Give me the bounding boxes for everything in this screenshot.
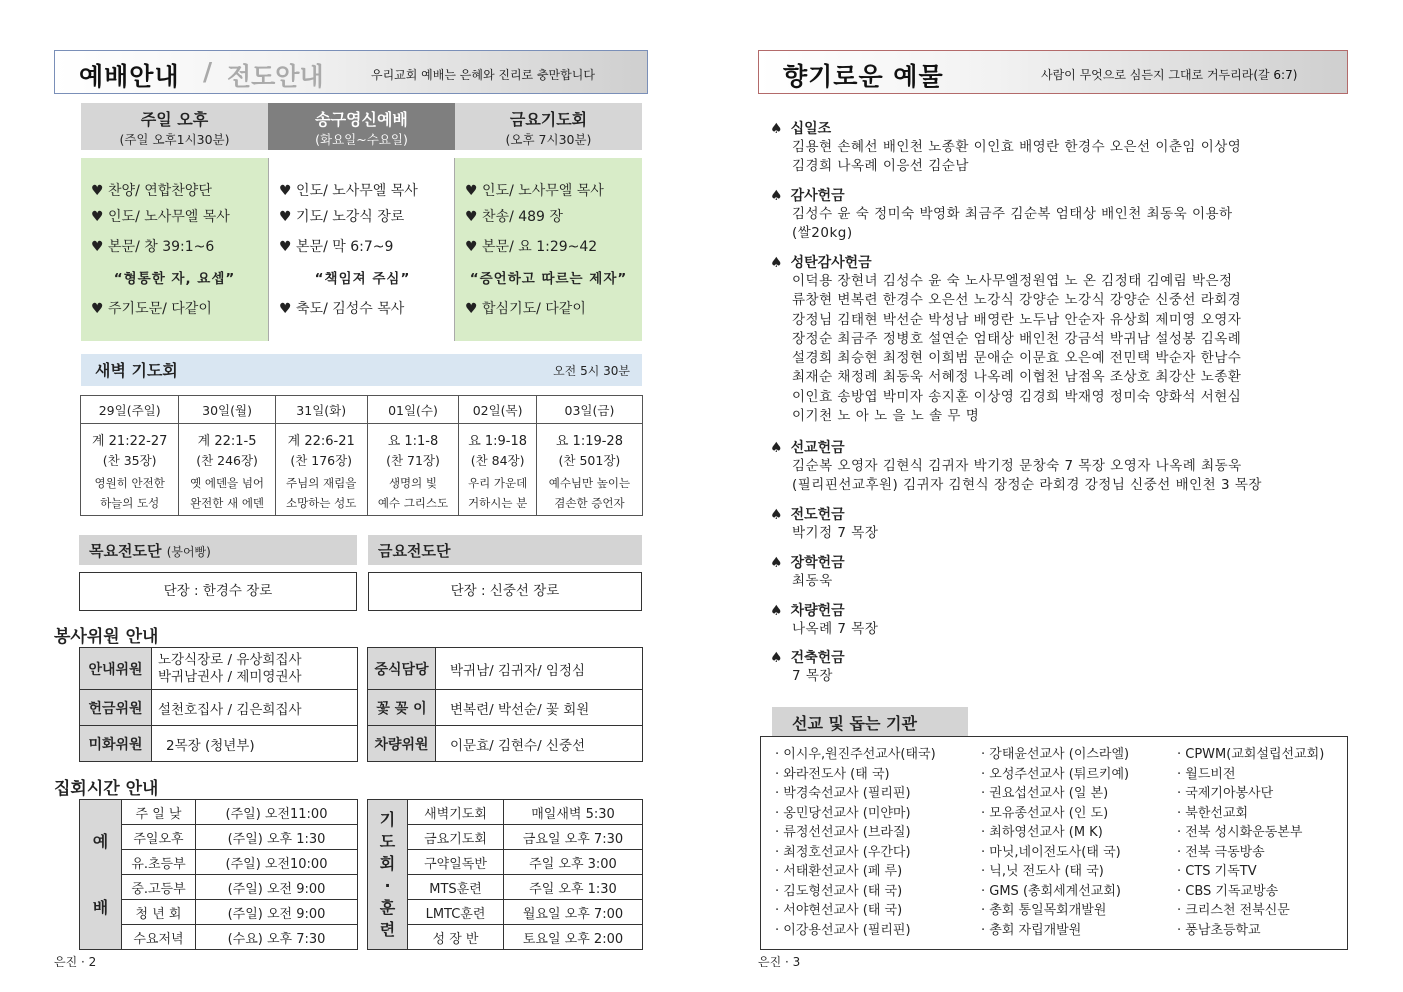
spade-icon: ♠ xyxy=(770,255,783,271)
dawn-message: 옛 에덴을 넘어 완전한 새 에덴 xyxy=(179,471,275,515)
worship-item: ♥ 본문/ 창 39:1~6 xyxy=(91,239,215,255)
worship-item: ♥ 주기도문/ 다같이 xyxy=(91,301,212,317)
mission-item: · 와라전도사 (태 국) xyxy=(775,766,890,782)
mission-item: · 최하영선교사 (M K) xyxy=(981,825,1103,840)
mission-item: · 전북 극동방송 xyxy=(1177,844,1265,860)
meeting-name: MTS훈련 xyxy=(408,875,504,900)
service-label: 중식담당 xyxy=(368,648,436,690)
friday-leader-box xyxy=(368,572,642,611)
service-value: 노강식장로 / 유상희집사 박귀남권사 / 제미영권사 xyxy=(152,648,358,690)
header-slash: / xyxy=(203,57,213,86)
fri-leader: 단장 : 신중선 장로 xyxy=(450,583,560,599)
mission-item: · 총회 자립개발원 xyxy=(981,922,1082,938)
mission-item: · 서야현선교사 (태 국) xyxy=(775,903,903,918)
offering-line: 최동욱 xyxy=(792,573,833,589)
meeting-name: 성 장 반 xyxy=(408,925,504,950)
meeting-time: 주일 오후 1:30 xyxy=(504,875,643,900)
meeting-time: 금요일 오후 7:30 xyxy=(504,825,643,850)
mission-item: · 이시우,원진주선교사(태국) xyxy=(775,747,936,762)
spade-icon: ♠ xyxy=(770,121,783,137)
service-value: 변복련/ 박선순/ 꽃 회원 xyxy=(436,690,643,726)
mission-item: · 박경숙선교사 (필리핀) xyxy=(775,786,911,801)
meetings-table-worship xyxy=(79,799,358,950)
worship-item: ♥ 인도/ 노사무엘 목사 xyxy=(91,209,230,225)
thursday-evangelism-header xyxy=(79,535,357,565)
missions-col-1 xyxy=(775,745,936,940)
mission-item: · 북한선교회 xyxy=(1177,805,1249,821)
worship-item: ♥ 합심기도/ 다같이 xyxy=(465,301,586,317)
offering-line: 류창현 변복련 한경수 오은선 노강식 강양순 노강식 강양순 신중선 라회경 xyxy=(792,292,1242,309)
mission-item: · 마닛,네이전도사(태 국) xyxy=(981,844,1121,860)
dawn-scripture: 계 21:22-27 xyxy=(81,424,179,450)
offering-evangelism xyxy=(770,504,878,543)
mission-item: · GMS (총회세계선교회) xyxy=(981,883,1121,899)
offering-scholarship xyxy=(770,552,845,591)
worship-item: ♥ 인도/ 노사무엘 목사 xyxy=(279,183,418,199)
dawn-day: 02일(목) xyxy=(459,396,536,424)
meeting-time: (주일) 오전 9:00 xyxy=(196,875,358,900)
dawn-scripture: 요 1:9-18 xyxy=(459,424,536,450)
offering-line: 김용현 손혜선 배인천 노종환 이인효 배영란 한경수 오은선 이춘임 이상영 xyxy=(792,139,1242,155)
mission-item: · 강태윤선교사 (이스라엘) xyxy=(981,747,1130,762)
mission-item: · 옹민당선교사 (미얀마) xyxy=(775,805,911,821)
dawn-hymn: (찬 35장) xyxy=(81,449,179,471)
worship-item: ♥ 기도/ 노강식 장로 xyxy=(279,209,405,225)
meeting-time: (수요) 오후 7:30 xyxy=(196,925,358,950)
meeting-name: 주 일 낮 xyxy=(122,800,196,825)
offering-title: 선교헌금 xyxy=(790,440,845,456)
right-page-number: 은진 · 3 xyxy=(758,955,801,969)
mission-item: · 이강용선교사 (필리핀) xyxy=(775,922,911,938)
mission-item: · CTS 기독TV xyxy=(1177,864,1257,879)
spade-icon: ♠ xyxy=(770,440,783,456)
mission-item: · 닉,닛 전도사 (태 국) xyxy=(981,864,1104,879)
dawn-hymn: (찬 84장) xyxy=(459,449,536,471)
meeting-name: 새벽기도회 xyxy=(408,800,504,825)
dawn-prayer-bar xyxy=(81,354,642,386)
meeting-name: 금요기도회 xyxy=(408,825,504,850)
offering-line: 이인효 송방엽 박미자 송지훈 이상영 김경희 박재영 정미숙 양화석 서현심 xyxy=(792,388,1242,405)
dawn-day: 31일(화) xyxy=(275,396,367,424)
offering-title: 성탄감사헌금 xyxy=(790,255,872,271)
spade-icon: ♠ xyxy=(770,188,783,204)
dawn-hymn: (찬 176장) xyxy=(275,449,367,471)
dawn-scripture: 요 1:1-8 xyxy=(367,424,459,450)
offering-line: 7 목장 xyxy=(792,668,833,684)
header-subtitle: 사람이 무엇으로 심든지 그대로 거두리라(갈 6:7) xyxy=(1041,68,1298,82)
dawn-hymn: (찬 501장) xyxy=(536,449,642,471)
sermon-title: “형통한 자, 요셉” xyxy=(113,271,236,287)
meeting-name: 수요저녁 xyxy=(122,925,196,950)
dawn-prayer-table xyxy=(80,395,643,516)
mission-item: · 전북 성시화운동본부 xyxy=(1177,825,1303,840)
mission-item: · 김도형선교사 (태 국) xyxy=(775,883,903,899)
service-label: 미화위원 xyxy=(80,726,152,762)
spade-icon: ♠ xyxy=(770,603,783,619)
offering-title: 감사헌금 xyxy=(790,188,845,204)
meeting-name: 중.고등부 xyxy=(122,875,196,900)
dawn-hymn: (찬 246장) xyxy=(179,449,275,471)
mission-item: · 풍남초등학교 xyxy=(1177,922,1261,938)
mission-item: · 국제기아봉사단 xyxy=(1177,786,1274,801)
spade-icon: ♠ xyxy=(770,555,783,571)
dawn-scripture: 계 22:1-5 xyxy=(179,424,275,450)
offering-thanks xyxy=(770,185,1233,244)
mission-item: · 류정선선교사 (브라질) xyxy=(775,825,911,840)
service-value: 이문효/ 김현수/ 신중선 xyxy=(436,726,643,762)
thu-title: 목요전도단 (붕어빵) xyxy=(89,542,211,560)
worship-time: (오후 7시30분) xyxy=(505,132,592,147)
header-subtitle: 우리교회 예배는 은혜와 진리로 충만합니다 xyxy=(371,68,595,82)
dawn-message: 영원히 안전한 하늘의 도성 xyxy=(81,471,179,515)
meeting-time: (주일) 오전11:00 xyxy=(196,800,358,825)
worship-body-sunday xyxy=(81,158,268,341)
header-title: 향기로운 예물 xyxy=(783,62,944,91)
dawn-scripture: 계 22:6-21 xyxy=(275,424,367,450)
offering-vehicle xyxy=(770,600,878,639)
offering-title: 십일조 xyxy=(790,121,832,137)
sermon-title: “책임져 주심” xyxy=(314,271,411,287)
offering-line: 김경희 나옥례 이응선 김순남 xyxy=(792,158,969,175)
meeting-name: 주일오후 xyxy=(122,825,196,850)
worship-name: 금요기도회 xyxy=(509,110,588,129)
left-page-number: 은진 · 2 xyxy=(54,955,97,969)
service-label: 헌금위원 xyxy=(80,690,152,726)
offering-line: 김성수 윤 숙 정미숙 박영화 최금주 김순복 엄태상 배인천 최동욱 이용하 xyxy=(792,206,1233,222)
meeting-time: 매일새벽 5:30 xyxy=(504,800,643,825)
worship-name: 주일 오후 xyxy=(140,110,209,129)
mission-item: · 월드비전 xyxy=(1177,766,1236,782)
worship-item: ♥ 축도/ 김성수 목사 xyxy=(279,301,405,317)
worship-col-newyear xyxy=(268,103,455,150)
offering-title: 장학헌금 xyxy=(790,555,845,571)
meeting-name: 청 년 회 xyxy=(122,900,196,925)
missions-header xyxy=(772,707,968,736)
service-label: 꽃 꽂 이 xyxy=(368,690,436,726)
meeting-time: 토요일 오후 2:00 xyxy=(504,925,643,950)
service-value: 설천호집사 / 김은희집사 xyxy=(152,690,358,726)
meetings-title: 집회시간 안내 xyxy=(54,779,159,799)
worship-item: ♥ 찬양/ 연합찬양단 xyxy=(91,183,212,199)
worship-col-sunday xyxy=(81,103,268,150)
spade-icon: ♠ xyxy=(770,507,783,523)
dawn-time: 오전 5시 30분 xyxy=(553,364,630,378)
dawn-day: 30일(월) xyxy=(179,396,275,424)
service-table-right xyxy=(367,647,643,762)
dawn-message: 생명의 빛 예수 그리스도 xyxy=(367,471,459,515)
offering-line: 설경희 최승현 최정현 이희범 문애순 이문효 오은예 전민택 박순자 한남수 xyxy=(792,350,1242,367)
header-title: 예배안내 xyxy=(79,62,180,91)
offering-title: 건축헌금 xyxy=(790,650,845,666)
friday-evangelism-header xyxy=(368,535,642,565)
dawn-day: 01일(수) xyxy=(367,396,459,424)
dawn-hymn: (찬 71장) xyxy=(367,449,459,471)
worship-body-friday xyxy=(455,158,642,341)
header-title2: 전도안내 xyxy=(227,62,324,91)
offering-line: (필리핀선교후원) 김귀자 김현식 장정순 라회경 강정님 신중선 배인천 3 목장 xyxy=(792,477,1262,494)
service-value: 박귀남/ 김귀자/ 임정심 xyxy=(436,648,643,690)
dawn-day: 03일(금) xyxy=(536,396,642,424)
worship-body-newyear xyxy=(268,158,455,341)
meeting-time: 주일 오후 3:00 xyxy=(504,850,643,875)
offering-line: 김순복 오영자 김현식 김귀자 박기정 문창숙 7 목장 오영자 나옥례 최동욱 xyxy=(792,458,1242,474)
mission-item: · CPWM(교회설립선교회) xyxy=(1177,747,1325,762)
missions-box xyxy=(760,736,1348,950)
left-page-header xyxy=(54,50,648,94)
meeting-name: LMTC훈련 xyxy=(408,900,504,925)
dawn-day: 29일(주일) xyxy=(81,396,179,424)
worship-time: (화요일~수요일) xyxy=(315,132,408,147)
worship-col-friday xyxy=(455,103,642,150)
spade-icon: ♠ xyxy=(770,650,783,666)
meetings-table-prayer xyxy=(367,799,643,950)
service-title: 봉사위원 안내 xyxy=(54,627,159,647)
missions-col-3 xyxy=(1177,745,1324,940)
offering-line: 박기정 7 목장 xyxy=(792,525,879,541)
offering-tithe xyxy=(770,118,1241,177)
missions-title: 선교 및 돕는 기관 xyxy=(792,714,917,733)
sermon-title: “증언하고 따르는 제자” xyxy=(469,271,628,287)
offering-title: 차량헌금 xyxy=(790,603,845,619)
worship-time: (주일 오후1시30분) xyxy=(119,132,230,147)
mission-item: · 권요섭선교사 (일 본) xyxy=(981,786,1109,801)
worship-schedule xyxy=(81,103,642,341)
prayer-vertical-label: 기 도 회 · 훈 련 xyxy=(368,800,408,950)
meeting-time: (주일) 오전 9:00 xyxy=(196,900,358,925)
thu-leader: 단장 : 한경수 장로 xyxy=(163,583,273,599)
dawn-scripture: 요 1:19-28 xyxy=(536,424,642,450)
worship-vertical-label: 예 배 xyxy=(80,800,122,950)
offering-christmas xyxy=(770,252,1241,426)
dawn-message: 주님의 재림을 소망하는 성도 xyxy=(275,471,367,515)
mission-item: · 최정호선교사 (우간다) xyxy=(775,844,911,860)
worship-item: ♥ 인도/ 노사무엘 목사 xyxy=(465,183,604,199)
service-table-left xyxy=(79,647,358,762)
offering-line: 최재순 채정례 최동욱 서혜정 나옥례 이협천 남점옥 조상호 최강산 노종환 xyxy=(792,369,1242,386)
meeting-time: (주일) 오전10:00 xyxy=(196,850,358,875)
dawn-title: 새벽 기도회 xyxy=(95,361,178,380)
mission-item: · 총회 통일목회개발원 xyxy=(981,903,1107,918)
offering-line: 강정님 김태현 박선순 박성남 배영란 노두남 안순자 유상희 제미영 오영자 xyxy=(792,311,1242,328)
dawn-message: 예수님만 높이는 겸손한 증언자 xyxy=(536,471,642,515)
offering-line: 이덕용 장현녀 김성수 윤 숙 노사무엘정원엽 노 온 김정태 김예림 박은정 xyxy=(792,273,1233,289)
missions-col-2 xyxy=(981,745,1129,940)
offering-line: (쌀20kg) xyxy=(792,225,853,242)
offering-line: 이기천 노 아 노 을 노 솔 무 명 xyxy=(792,408,980,425)
mission-item: · 모유종선교사 (인 도) xyxy=(981,805,1109,821)
mission-item: · 크리스천 전북신문 xyxy=(1177,903,1290,918)
offering-title: 전도헌금 xyxy=(790,507,845,523)
service-label: 안내위원 xyxy=(80,648,152,690)
meeting-name: 유.초등부 xyxy=(122,850,196,875)
right-page-header xyxy=(758,50,1348,94)
mission-item: · 서태환선교사 (페 루) xyxy=(775,864,903,879)
offering-building xyxy=(770,647,845,686)
worship-item: ♥ 본문/ 막 6:7~9 xyxy=(279,239,394,255)
fri-title: 금요전도단 xyxy=(378,542,451,560)
meeting-time: (주일) 오후 1:30 xyxy=(196,825,358,850)
offering-line: 장정순 최금주 정병호 설연순 엄태상 배인천 강금석 박귀남 설성봉 김옥례 xyxy=(792,330,1242,347)
meeting-name: 구약일독반 xyxy=(408,850,504,875)
thursday-leader-box xyxy=(79,572,357,611)
service-label: 차량위원 xyxy=(368,726,436,762)
worship-name: 송구영신예배 xyxy=(315,110,408,129)
offering-line: 나옥례 7 목장 xyxy=(792,621,879,637)
service-value: 2목장 (청년부) xyxy=(152,726,358,762)
mission-item: · 오성주선교사 (튀르키예) xyxy=(981,766,1130,782)
worship-item: ♥ 본문/ 요 1:29~42 xyxy=(465,239,598,255)
mission-item: · CBS 기독교방송 xyxy=(1177,883,1279,899)
dawn-message: 우리 가운데 거하시는 분 xyxy=(459,471,536,515)
meeting-time: 월요일 오후 7:00 xyxy=(504,900,643,925)
worship-item: ♥ 찬송/ 489 장 xyxy=(465,209,563,225)
offering-mission xyxy=(770,437,1262,496)
